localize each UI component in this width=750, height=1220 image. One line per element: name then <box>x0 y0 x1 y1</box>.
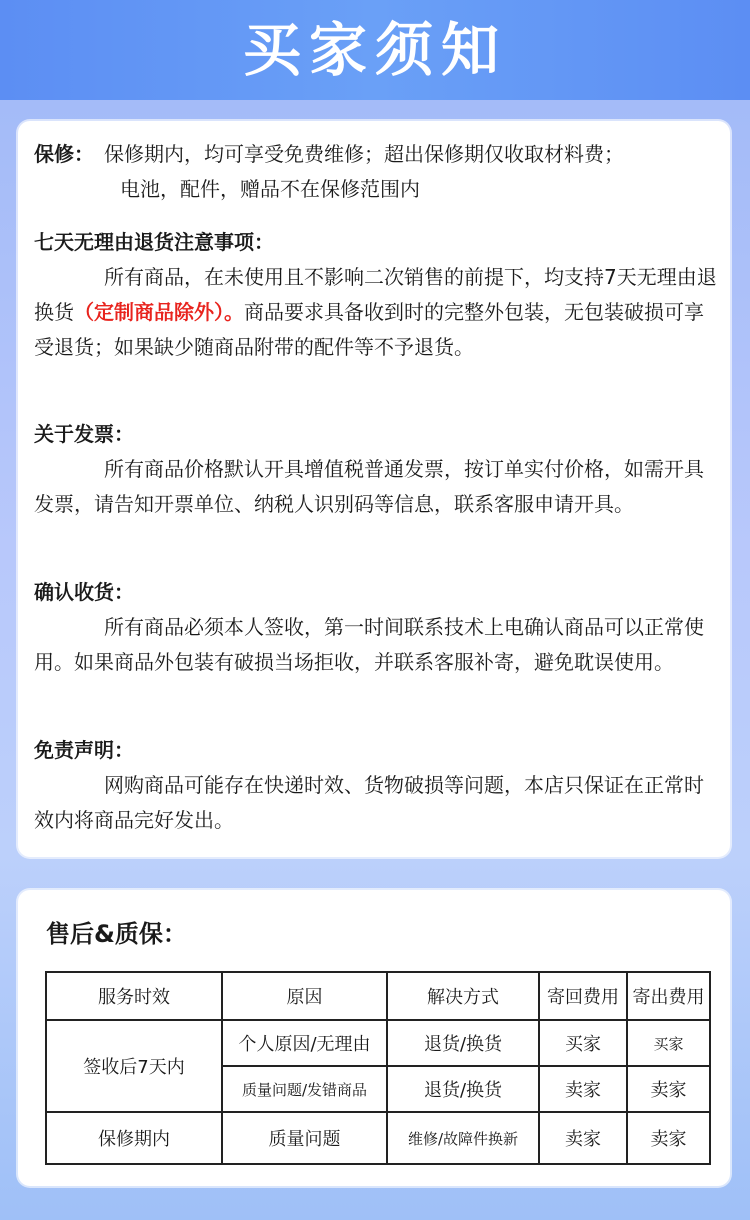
receipt-text: 所有商品必须本人签收，第一时间联系技术上电确认商品可以正常使用。如果商品外包装有破损当场拒收，并联系客服补寄，避免耽误使用。 <box>34 615 704 674</box>
table-row <box>46 1112 710 1164</box>
page-title: 买家须知 <box>242 16 507 84</box>
warranty-text-line1: 保修期内，均可享受免费维修；超出保修期仅收取材料费； <box>104 142 624 166</box>
returns-section <box>34 225 718 365</box>
header-reason: 原因 <box>222 972 387 1020</box>
cell-solution: 维修/故障件换新 <box>387 1112 539 1164</box>
receipt-title: 确认收货： <box>34 580 134 604</box>
cell-ship-fee: 卖家 <box>627 1112 710 1164</box>
disclaimer-title: 免责声明： <box>34 738 134 762</box>
cell-reason: 质量问题/发错商品 <box>222 1066 387 1112</box>
cell-period: 保修期内 <box>46 1112 222 1164</box>
header-ship-fee: 寄出费用 <box>627 972 710 1020</box>
warranty-text-line2: 电池，配件，赠品不在保修范围内 <box>120 177 420 201</box>
disclaimer-section <box>34 733 718 838</box>
header-period: 服务时效 <box>46 972 222 1020</box>
returns-text-a: 所有商品，在未使用且不影响二次销售的前提下，均支持7天无理由退换货 <box>34 265 717 324</box>
returns-text-b: 商品要求具备收到时的完整外包装，无包装破损可享受退货；如果缺少随商品附带的配件等不予退货。 <box>34 300 704 359</box>
table-row <box>46 1020 710 1066</box>
returns-text <box>34 260 718 365</box>
header-return-fee: 寄回费用 <box>539 972 627 1020</box>
warranty-label: 保修： <box>34 142 94 166</box>
invoice-section <box>34 417 718 522</box>
cell-ship-fee: 卖家 <box>627 1066 710 1112</box>
receipt-section <box>34 575 718 680</box>
after-sales-card <box>18 890 730 1186</box>
cell-return-fee: 买家 <box>539 1020 627 1066</box>
cell-reason: 个人原因/无理由 <box>222 1020 387 1066</box>
returns-highlight: （定制商品除外）。 <box>74 300 244 324</box>
cell-solution: 退货/换货 <box>387 1066 539 1112</box>
header-banner <box>0 0 750 100</box>
invoice-text: 所有商品价格默认开具增值税普通发票，按订单实付价格，如需开具发票，请告知开票单位、纳税人识别码等信息，联系客服申请开具。 <box>34 457 704 516</box>
cell-return-fee: 卖家 <box>539 1112 627 1164</box>
warranty-section <box>34 137 718 207</box>
cell-return-fee: 卖家 <box>539 1066 627 1112</box>
returns-title: 七天无理由退货注意事项： <box>34 230 274 254</box>
cell-ship-fee: 买家 <box>627 1020 710 1066</box>
after-sales-title: 售后&质保： <box>46 920 187 948</box>
cell-reason: 质量问题 <box>222 1112 387 1164</box>
disclaimer-text: 网购商品可能存在快递时效、货物破损等问题，本店只保证在正常时效内将商品完好发出。 <box>34 773 704 832</box>
table-header-row <box>46 972 710 1020</box>
cell-solution: 退货/换货 <box>387 1020 539 1066</box>
header-solution: 解决方式 <box>387 972 539 1020</box>
notice-card <box>18 121 730 857</box>
invoice-title: 关于发票： <box>34 422 134 446</box>
after-sales-table <box>45 971 711 1165</box>
cell-period: 签收后7天内 <box>46 1020 222 1112</box>
